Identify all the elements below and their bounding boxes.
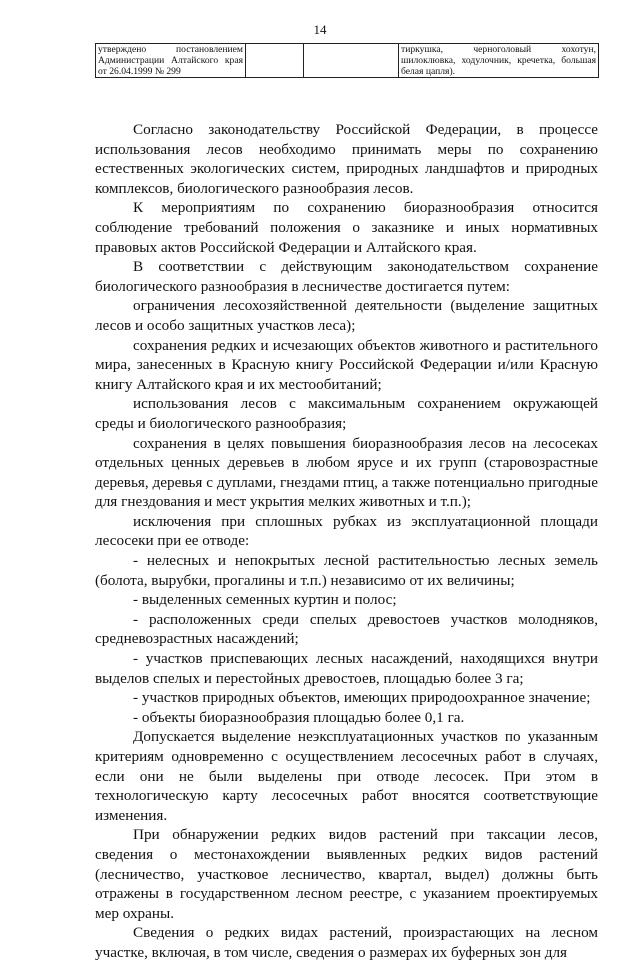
body-text bbox=[95, 120, 598, 963]
cell-line: от 26.04.1999 № 299 bbox=[98, 66, 181, 77]
continuation-table bbox=[95, 43, 599, 78]
paragraph: Согласно законодательству Российской Федерации, в процессе использования лесов необходимо принимать меры по сохранению естественных экологических систем, природных ландшафтов и природных комплексов, биологического разнообразия лесов. bbox=[95, 121, 598, 197]
paragraph: В соответствии с действующим законодательством сохранение биологического разнообразия в лесничестве достигается путем: bbox=[95, 258, 598, 295]
paragraph: Допускается выделение неэксплуатационных участков по указанным критериям одновременно с осуществлением лесосечных работ в случаях, если они не были выделены при отводе лесосек. При этом в технологическую карту лесосечных работ вносятся соответствующие изменения. bbox=[95, 728, 598, 824]
table-cell-legal-basis bbox=[96, 44, 246, 78]
list-item: - выделенных семенных куртин и полос; bbox=[133, 591, 397, 609]
paragraph: Сведения о редких видах растений, произрастающих на лесном участке, включая, в том числе, сведения о размерах их буферных зон для bbox=[95, 924, 598, 961]
cell-line: белая цапля). bbox=[401, 66, 456, 77]
list-item: - расположенных среди спелых древостоев участков молодняков, средневозрастных насаждений; bbox=[95, 610, 598, 648]
paragraph: При обнаружении редких видов растений при таксации лесов, сведения о местонахождении выявленных редких видов растений (лесничество, участковое лесничество, квартал, выдел) должны быть отражены в государственном лесном реестре, с указанием проектируемых мер охраны. bbox=[95, 826, 598, 922]
list-item: - объекты биоразнообразия площадью более 0,1 га. bbox=[133, 708, 465, 726]
paragraph: исключения при сплошных рубках из эксплуатационной площади лесосеки при ее отводе: bbox=[95, 512, 598, 550]
list-item: - участков приспевающих лесных насаждений, находящихся внутри выделов спелых и перестойных древостоев, площадью более 3 га; bbox=[95, 650, 598, 687]
list-item: - нелесных и непокрытых лесной растительностью лесных земель (болота, вырубки, прогалины и т.п.) независимо от их величины; bbox=[95, 552, 598, 589]
paragraph: сохранения редких и исчезающих объектов животного и растительного мира, занесенных в Красную книгу Российской Федерации и/или Красную книгу Алтайского края и их местообитаний; bbox=[95, 336, 598, 393]
paragraph: использования лесов с максимальным сохранением окружающей среды и биологического разнообразия; bbox=[95, 395, 598, 432]
table-row bbox=[96, 44, 599, 78]
paragraph: ограничения лесохозяйственной деятельности (выделение защитных лесов и особо защитных участков леса); bbox=[95, 297, 598, 334]
table-cell-empty bbox=[304, 44, 399, 78]
page-number: 14 bbox=[313, 22, 327, 37]
cell-line: утверждено постановлением bbox=[98, 44, 243, 55]
cell-line: шилоклювка, ходулочник, кречетка, большая bbox=[401, 55, 596, 66]
cell-line: Администрации Алтайского края bbox=[98, 55, 243, 66]
paragraph: сохранения в целях повышения биоразнообразия лесов на лесосеках отдельных ценных деревьев в любом ярусе и их групп (старовозрастные деревья, деревья с дуплами, гнездами птиц, а также потенциально пригодные для гнездования и мест укрытия мелких животных и т.п.); bbox=[95, 434, 598, 511]
list-item: - участков природных объектов, имеющих природоохранное значение; bbox=[133, 689, 591, 707]
cell-line: тиркушка, черноголовый хохотун, bbox=[401, 44, 596, 55]
table-cell-species bbox=[399, 44, 599, 78]
paragraph: К мероприятиям по сохранению биоразнообразия относится соблюдение требований положения о заказнике и иных нормативных правовых актов Российской Федерации и Алтайского края. bbox=[95, 199, 598, 256]
table-cell-empty bbox=[246, 44, 304, 78]
